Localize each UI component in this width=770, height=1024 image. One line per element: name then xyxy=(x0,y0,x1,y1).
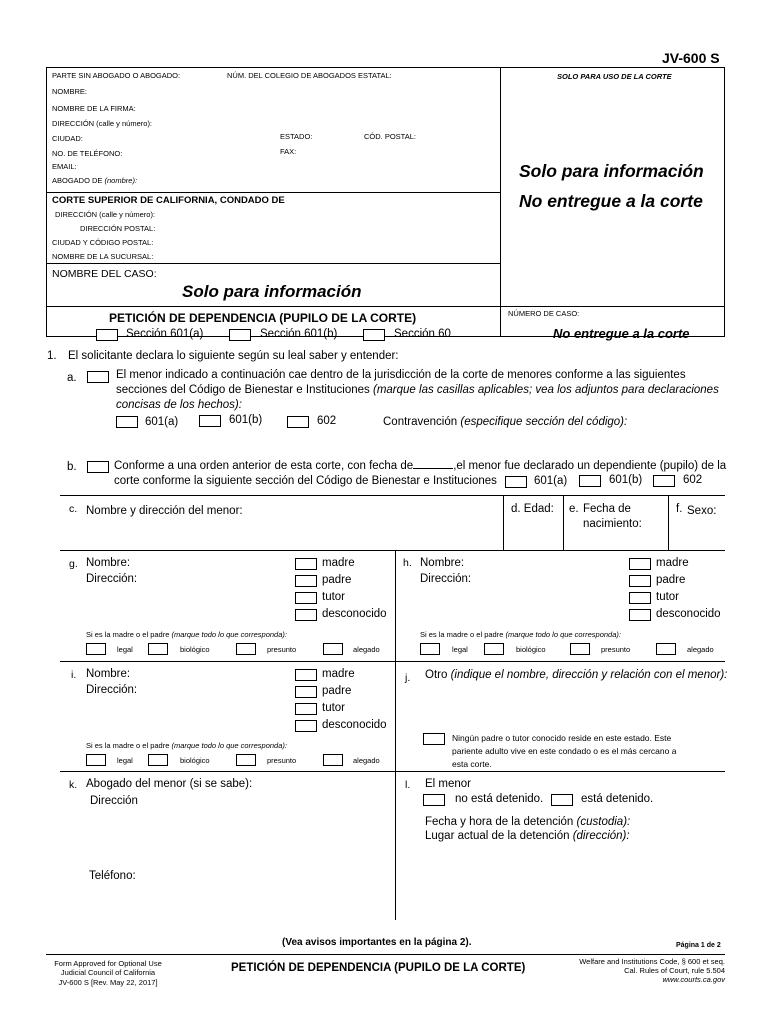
h-mother-label: madre xyxy=(656,557,689,569)
section-601a-checkbox[interactable] xyxy=(96,329,118,341)
g-if-parent-plain: Si es la madre o el padre xyxy=(86,630,172,639)
item-b-line1-end: ,el menor fue declarado un dependiente (pupilo) de la xyxy=(453,460,727,472)
item-b-line2: corte conforme la siguiente sección del Código de Bienestar e Instituciones xyxy=(114,475,497,487)
detained-checkbox[interactable] xyxy=(551,794,573,806)
approved-line-3: JV-600 S [Rev. May 22, 2017] xyxy=(58,978,158,987)
phone-label: NO. DE TELÉFONO: xyxy=(52,149,123,158)
i-presumed-checkbox[interactable] xyxy=(236,754,256,766)
court-use-label: SOLO PARA USO DE LA CORTE xyxy=(557,72,672,81)
a-601a-checkbox[interactable] xyxy=(116,416,138,428)
approved-line-1: Form Approved for Optional Use xyxy=(54,959,162,968)
code-line-1: Welfare and Institutions Code, § 600 et seq. xyxy=(579,957,725,966)
approved-line-2: Judicial Council of California xyxy=(60,968,156,977)
bar-number-label: NÚM. DEL COLEGIO DE ABOGADOS ESTATAL: xyxy=(227,71,392,80)
i-father-checkbox[interactable] xyxy=(295,686,317,698)
city-label: CIUDAD: xyxy=(52,134,83,143)
i-mother-checkbox[interactable] xyxy=(295,669,317,681)
attorney-address-label: Dirección xyxy=(90,795,138,807)
g-if-parent-label xyxy=(86,630,287,639)
g-biological-label: biológico xyxy=(180,645,210,654)
h-father-checkbox[interactable] xyxy=(629,575,651,587)
i-unknown-checkbox[interactable] xyxy=(295,720,317,732)
item-j-letter: j. xyxy=(405,672,411,684)
detained-label: está detenido. xyxy=(581,793,654,805)
g-name-label: Nombre: xyxy=(86,557,131,569)
section-601a-label: Sección 601(a) xyxy=(126,328,204,340)
g-mother-label: madre xyxy=(322,557,355,569)
item-a-line1: El menor indicado a continuación cae dentro de la jurisdicción de la corte de menores conforme a las siguientes xyxy=(116,369,686,381)
h-alleged-label: alegado xyxy=(687,645,714,654)
i-biological-label: biológico xyxy=(180,756,210,765)
attorney-phone-label: Teléfono: xyxy=(89,870,136,882)
child-detention-label: El menor xyxy=(425,778,472,790)
item-e-letter: e. xyxy=(569,503,579,515)
detention-date-italic: (custodia): xyxy=(576,816,631,828)
firm-name-label: NOMBRE DE LA FIRMA: xyxy=(52,104,136,113)
item1-text: El solicitante declara lo siguiente según su leal saber y entender: xyxy=(68,350,399,362)
a-601a-label: 601(a) xyxy=(145,416,179,428)
court-street-label: DIRECCIÓN (calle y número): xyxy=(55,210,156,219)
item-b-checkbox[interactable] xyxy=(87,461,109,473)
other-relative-plain: Otro xyxy=(425,669,451,681)
i-if-parent-label xyxy=(86,741,287,750)
h-legal-label: legal xyxy=(452,645,468,654)
case-name-label: NOMBRE DEL CASO: xyxy=(52,268,157,280)
info-stamp-line1: Solo para información xyxy=(519,161,704,181)
footer-title: PETICIÓN DE DEPENDENCIA (PUPILO DE LA CORTE) xyxy=(231,962,526,974)
see-notes: (Vea avisos importantes en la página 2). xyxy=(282,937,472,948)
contravention-italic: (especifique sección del código): xyxy=(460,416,628,428)
h-legal-checkbox[interactable] xyxy=(420,643,440,655)
i-alleged-label: alegado xyxy=(353,756,380,765)
h-presumed-checkbox[interactable] xyxy=(570,643,590,655)
address-label: DIRECCIÓN (calle y número): xyxy=(52,119,153,128)
i-address-label: Dirección: xyxy=(86,684,138,696)
attorney-for-label xyxy=(52,176,137,185)
i-mother-label: madre xyxy=(322,668,355,680)
a-602-checkbox[interactable] xyxy=(287,416,309,428)
item-c-letter: c. xyxy=(69,503,78,515)
g-guardian-checkbox[interactable] xyxy=(295,592,317,604)
a-601b-label: 601(b) xyxy=(229,414,263,426)
order-date-blank[interactable] xyxy=(413,459,453,469)
g-biological-checkbox[interactable] xyxy=(148,643,168,655)
h-address-label: Dirección: xyxy=(420,573,472,585)
fax-label: FAX: xyxy=(280,147,297,156)
item-a-line2-plain: secciones del Código de Bienestar e Instituciones xyxy=(116,384,373,396)
case-number-label: NÚMERO DE CASO: xyxy=(508,309,580,318)
i-father-label: padre xyxy=(322,685,352,697)
i-alleged-checkbox[interactable] xyxy=(323,754,343,766)
attorney-for-italic: (nombre): xyxy=(104,176,138,185)
case-number-value: No entregue a la corte xyxy=(553,326,690,341)
item-b-line1 xyxy=(114,459,726,472)
court-city-zip-label: CIUDAD Y CÓDIGO POSTAL: xyxy=(52,238,154,247)
i-guardian-label: tutor xyxy=(322,702,346,714)
item-a-letter: a. xyxy=(67,372,77,384)
g-father-checkbox[interactable] xyxy=(295,575,317,587)
i-if-parent-italic: (marque todo lo que corresponda): xyxy=(171,741,287,750)
section-60-label: Sección 60 xyxy=(394,328,451,340)
courts-url[interactable]: www.courts.ca.gov xyxy=(662,975,725,984)
b-601a-checkbox[interactable] xyxy=(505,476,527,488)
item1-number: 1. xyxy=(47,350,57,362)
g-unknown-checkbox[interactable] xyxy=(295,609,317,621)
no-parent-note-1: Ningún padre o tutor conocido reside en este estado. Este xyxy=(452,733,672,743)
g-presumed-checkbox[interactable] xyxy=(236,643,256,655)
no-parent-checkbox[interactable] xyxy=(423,733,445,745)
b-602-checkbox[interactable] xyxy=(653,475,675,487)
i-unknown-label: desconocido xyxy=(322,719,387,731)
other-relative-label xyxy=(425,669,727,681)
birthdate-label-1: Fecha de xyxy=(583,503,631,515)
g-mother-checkbox[interactable] xyxy=(295,558,317,570)
detention-date-label xyxy=(425,816,630,828)
court-title: CORTE SUPERIOR DE CALIFORNIA, CONDADO DE xyxy=(52,195,285,206)
case-name-value: Solo para información xyxy=(182,282,362,301)
item-h-letter: h. xyxy=(403,557,412,569)
h-father-label: padre xyxy=(656,574,686,586)
item-a-checkbox[interactable] xyxy=(87,371,109,383)
contravention-plain: Contravención xyxy=(383,416,461,428)
h-unknown-checkbox[interactable] xyxy=(629,609,651,621)
section-601b-checkbox[interactable] xyxy=(229,329,251,341)
g-guardian-label: tutor xyxy=(322,591,346,603)
birthdate-label-2: nacimiento: xyxy=(583,518,642,530)
i-guardian-checkbox[interactable] xyxy=(295,703,317,715)
h-presumed-label: presunto xyxy=(601,645,631,654)
item-a-line2 xyxy=(116,384,719,396)
h-biological-label: biológico xyxy=(516,645,546,654)
code-line-2: Cal. Rules of Court, rule 5.504 xyxy=(624,966,725,975)
item-l-letter: l. xyxy=(405,779,411,791)
state-label: ESTADO: xyxy=(280,132,313,141)
b-601b-label: 601(b) xyxy=(609,474,643,486)
court-mailing-label: DIRECCIÓN POSTAL: xyxy=(80,224,156,233)
item-f-letter: f. xyxy=(676,503,683,515)
g-alleged-label: alegado xyxy=(353,645,380,654)
item-b-line1-start: Conforme a una orden anterior de esta corte, con fecha de xyxy=(114,460,414,472)
info-stamp-line2: No entregue a la corte xyxy=(519,191,703,211)
i-if-parent-plain: Si es la madre o el padre xyxy=(86,741,172,750)
item-g-letter: g. xyxy=(69,558,78,570)
detention-date-plain: Fecha y hora de la detención xyxy=(425,816,577,828)
b-601b-checkbox[interactable] xyxy=(579,475,601,487)
no-parent-note-2: pariente adulto vive en este condado o es el más cercano a xyxy=(452,746,677,756)
detention-place-plain: Lugar actual de la detención xyxy=(425,830,573,842)
h-mother-checkbox[interactable] xyxy=(629,558,651,570)
i-biological-checkbox[interactable] xyxy=(148,754,168,766)
page-number: Página 1 de 2 xyxy=(676,942,721,949)
not-detained-checkbox[interactable] xyxy=(423,794,445,806)
i-legal-label: legal xyxy=(117,756,133,765)
attorney-for-prefix: ABOGADO DE xyxy=(52,176,105,185)
petition-title: PETICIÓN DE DEPENDENCIA (PUPILO DE LA CORTE) xyxy=(109,311,417,325)
i-legal-checkbox[interactable] xyxy=(86,754,106,766)
a-601b-checkbox[interactable] xyxy=(199,415,221,427)
not-detained-label: no está detenido. xyxy=(455,793,544,805)
contravention-label xyxy=(383,416,627,428)
h-guardian-label: tutor xyxy=(656,591,680,603)
a-602-label: 602 xyxy=(317,415,337,427)
court-branch-label: NOMBRE DE LA SUCURSAL: xyxy=(52,252,154,261)
age-label: d. Edad: xyxy=(511,503,554,515)
h-if-parent-plain: Si es la madre o el padre xyxy=(420,630,506,639)
section-60-checkbox[interactable] xyxy=(363,329,385,341)
item-a-line2-italic: (marque las casillas aplicables; vea los adjuntos para declaraciones xyxy=(373,384,719,396)
h-guardian-checkbox[interactable] xyxy=(629,592,651,604)
g-legal-checkbox[interactable] xyxy=(86,643,106,655)
h-name-label: Nombre: xyxy=(420,557,465,569)
child-attorney-label: Abogado del menor (si se sabe): xyxy=(86,778,253,790)
h-if-parent-label xyxy=(420,630,621,639)
h-if-parent-italic: (marque todo lo que corresponda): xyxy=(505,630,621,639)
item-k-letter: k. xyxy=(69,779,78,791)
item-a-line3: concisas de los hechos): xyxy=(116,399,242,411)
g-address-label: Dirección: xyxy=(86,573,138,585)
h-unknown-label: desconocido xyxy=(656,608,721,620)
g-presumed-label: presunto xyxy=(267,645,297,654)
h-biological-checkbox[interactable] xyxy=(484,643,504,655)
other-relative-italic: (indique el nombre, dirección y relación con el menor): xyxy=(450,669,728,681)
i-presumed-label: presunto xyxy=(267,756,297,765)
section-601b-label: Sección 601(b) xyxy=(260,328,338,340)
i-name-label: Nombre: xyxy=(86,668,131,680)
zip-label: CÓD. POSTAL: xyxy=(364,132,416,141)
form-id: JV-600 S xyxy=(662,50,720,66)
b-602-label: 602 xyxy=(683,474,703,486)
sex-label: Sexo: xyxy=(687,505,717,517)
g-legal-label: legal xyxy=(117,645,133,654)
item-i-letter: i. xyxy=(71,669,77,681)
name-label: NOMBRE: xyxy=(52,87,88,96)
child-name-address-label: Nombre y dirección del menor: xyxy=(86,505,243,517)
b-601a-label: 601(a) xyxy=(534,475,568,487)
detention-place-italic: (dirección): xyxy=(572,830,630,842)
email-label: EMAIL: xyxy=(52,162,77,171)
g-father-label: padre xyxy=(322,574,352,586)
g-alleged-checkbox[interactable] xyxy=(323,643,343,655)
no-parent-note-3: esta corte. xyxy=(452,759,492,769)
detention-place-label xyxy=(425,830,630,842)
g-if-parent-italic: (marque todo lo que corresponda): xyxy=(171,630,287,639)
h-alleged-checkbox[interactable] xyxy=(656,643,676,655)
item-b-letter: b. xyxy=(67,461,77,473)
g-unknown-label: desconocido xyxy=(322,608,387,620)
party-label: PARTE SIN ABOGADO O ABOGADO: xyxy=(52,71,181,80)
